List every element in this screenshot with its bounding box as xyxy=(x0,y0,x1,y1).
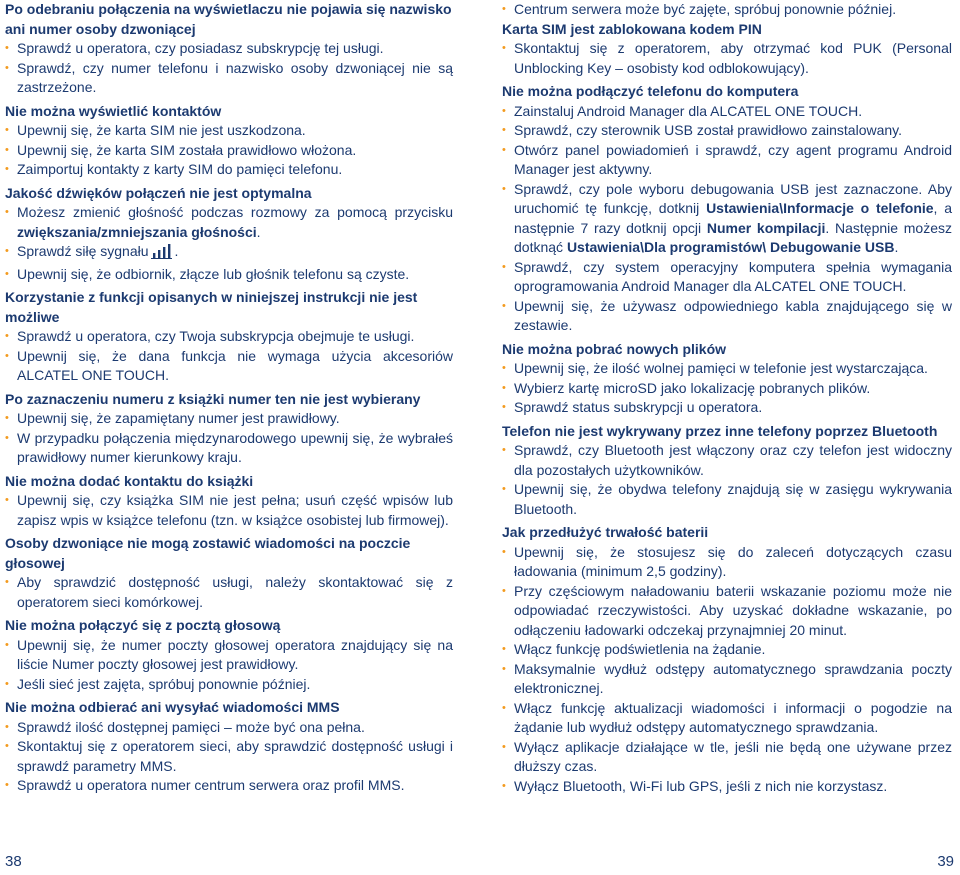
list-item: • Zaimportuj kontakty z karty SIM do pamięci telefonu. xyxy=(5,160,453,180)
section-sound-quality xyxy=(5,184,453,285)
page-number-right: 39 xyxy=(937,852,954,870)
section-heading: Nie można połączyć się z pocztą głosową xyxy=(5,617,281,633)
section-sim-pin xyxy=(502,20,952,79)
list-item: • Aby sprawdzić dostępność usługi, należy skontaktować się z operatorem sieci komórkowej. xyxy=(5,573,453,612)
list-item: • Upewnij się, że dana funkcja nie wymaga użycia akcesoriów ALCATEL ONE TOUCH. xyxy=(5,347,453,386)
list-item: • Upewnij się, że obydwa telefony znajdują się w zasięgu wykrywania Bluetooth. xyxy=(502,480,952,519)
list-item: • Włącz funkcję aktualizacji wiadomości i informacji o pogodzie na żądanie lub wydłuż odstępy automatycznego sprawdzania. xyxy=(502,699,952,738)
list-item xyxy=(5,242,453,265)
item-text: . xyxy=(894,239,899,255)
list-item: • Upewnij się, że numer poczty głosowej operatora znajdujący się na liście Numer poczty głosowej jest prawidłowy. xyxy=(5,636,453,675)
item-list xyxy=(5,327,453,386)
volume-keys-label: zwiększania/zmniejszania głośności xyxy=(17,223,257,240)
list-item: • Maksymalnie wydłuż odstępy automatycznego sprawdzania poczty elektronicznej. xyxy=(502,660,952,699)
list-item: • Sprawdź u operatora numer centrum serwera oraz profil MMS. xyxy=(5,776,453,796)
section-heading: Karta SIM jest zablokowana kodem PIN xyxy=(502,20,762,37)
section-voicemail-leave xyxy=(5,534,453,612)
list-item: • Upewnij się, że karta SIM nie jest uszkodzona. xyxy=(5,121,453,141)
section-heading: Osoby dzwoniące nie mogą zostawić wiadomości na poczcie głosowej xyxy=(5,535,411,571)
section-dialing xyxy=(5,390,453,468)
section-add-contact xyxy=(5,472,453,531)
item-list xyxy=(502,441,952,519)
list-item: • Upewnij się, że stosujesz się do zaleceń dotyczących czasu ładowania (minimum 2,5 godziny). xyxy=(502,543,952,582)
list-item: • Włącz funkcję podświetlenia na żądanie. xyxy=(502,640,952,660)
item-list xyxy=(5,409,453,468)
list-item: • Sprawdź, czy sterownik USB został prawidłowo zainstalowany. xyxy=(502,121,952,141)
list-item: • Otwórz panel powiadomień i sprawdź, czy agent programu Android Manager jest aktywny. xyxy=(502,141,952,180)
section-pc-connection xyxy=(502,82,952,336)
section-heading: Jak przedłużyć trwałość baterii xyxy=(502,524,709,540)
item-list xyxy=(502,359,952,418)
list-item: • Przy częściowym naładowaniu baterii wskazanie poziomu może nie odpowiadać rzeczywistości. Aby uzyskać dokładne wskazanie, po odłączeniu ładowarki odczekaj przynajmniej 20 minut. xyxy=(502,582,952,641)
list-item: • Upewnij się, że zapamiętany numer jest prawidłowy. xyxy=(5,409,453,429)
item-list xyxy=(5,121,453,180)
signal-strength-icon xyxy=(151,243,173,265)
list-item: • Sprawdź, czy system operacyjny komputera spełnia wymagania oprogramowania Android Manager dla ALCATEL ONE TOUCH. xyxy=(502,258,952,297)
item-text: . xyxy=(174,243,179,259)
list-item: • Sprawdź ilość dostępnej pamięci – może być ona pełna. xyxy=(5,718,453,738)
item-list xyxy=(5,636,453,695)
list-item: • Centrum serwera może być zajęte, spróbuj ponownie później. xyxy=(502,0,952,20)
section-bluetooth xyxy=(502,422,952,520)
item-list xyxy=(5,491,453,530)
item-list xyxy=(502,39,952,78)
item-list xyxy=(5,718,453,796)
list-item: • Jeśli sieć jest zajęta, spróbuj ponownie później. xyxy=(5,675,453,695)
section-heading: Nie można wyświetlić kontaktów xyxy=(5,102,222,119)
list-item: • W przypadku połączenia międzynarodowego upewnij się, że wybrałeś prawidłowy numer kierunkowy kraju. xyxy=(5,429,453,468)
list-item: • Upewnij się, że odbiornik, złącze lub głośnik telefonu są czyste. xyxy=(5,265,453,285)
section-heading: Nie można dodać kontaktu do książki xyxy=(5,472,254,489)
section-heading: Jakość dźwięków połączeń nie jest optymalna xyxy=(5,184,312,201)
section-downloads xyxy=(502,340,952,418)
item-list xyxy=(5,573,453,612)
list-item: • Upewnij się, że ilość wolnej pamięci w telefonie jest wystarczająca. xyxy=(502,359,952,379)
build-number-label: Numer kompilacji xyxy=(706,219,826,236)
section-voicemail-connect xyxy=(5,616,453,694)
section-mms xyxy=(5,698,453,796)
item-text: . xyxy=(256,223,261,240)
section-heading: Po odebraniu połączenia na wyświetlaczu nie pojawia się nazwisko ani numer osoby dzwoniącej xyxy=(5,1,452,37)
section-heading: Nie można odbierać ani wysyłać wiadomości MMS xyxy=(5,699,340,715)
list-item xyxy=(5,203,453,242)
section-heading: Nie można podłączyć telefonu do komputera xyxy=(502,83,799,99)
list-item: • Skontaktuj się z operatorem sieci, aby sprawdzić dostępność usługi i sprawdź parametry MMS. xyxy=(5,737,453,776)
list-item: • Sprawdź u operatora, czy Twoja subskrypcja obejmuje te usługi. xyxy=(5,327,453,347)
section-caller-id xyxy=(5,0,453,98)
list-item: • Wybierz kartę microSD jako lokalizację pobranych plików. xyxy=(502,379,952,399)
section-heading: Telefon nie jest wykrywany przez inne telefony poprzez Bluetooth xyxy=(502,422,938,439)
right-column xyxy=(502,0,952,800)
item-text: Sprawdź siłę sygnału xyxy=(17,243,149,259)
list-item: • Upewnij się, czy książka SIM nie jest pełna; usuń część wpisów lub zapisz wpis w książce telefonu (tzn. w książce osobistej lub firmowej). xyxy=(5,491,453,530)
item-text: Możesz zmienić głośność podczas rozmowy za pomocą przycisku xyxy=(17,204,453,220)
section-battery xyxy=(502,523,952,796)
page-number-left: 38 xyxy=(5,852,22,870)
list-item: • Wyłącz Bluetooth, Wi-Fi lub GPS, jeśli z nich nie korzystasz. xyxy=(502,777,952,797)
settings-path: Ustawienia\Informacje o telefonie xyxy=(706,200,934,216)
list-item: • Zainstaluj Android Manager dla ALCATEL ONE TOUCH. xyxy=(502,102,952,122)
section-contacts xyxy=(5,102,453,180)
list-item: • Sprawdź u operatora, czy posiadasz subskrypcję tej usługi. xyxy=(5,39,453,59)
list-item: • Sprawdź, czy Bluetooth jest włączony oraz czy telefon jest widoczny dla pozostałych użytkowników. xyxy=(502,441,952,480)
item-list xyxy=(5,203,453,284)
developer-options-path: Ustawienia\Dla programistów\ Debugowanie USB xyxy=(566,239,895,255)
section-heading: Po zaznaczeniu numeru z książki numer ten nie jest wybierany xyxy=(5,390,421,407)
item-text: . Następnie możesz dotknąć xyxy=(514,219,953,255)
item-list xyxy=(502,0,952,20)
list-item xyxy=(502,180,952,258)
list-item: • Sprawdź status subskrypcji u operatora. xyxy=(502,398,952,418)
left-column xyxy=(5,0,453,800)
section-heading: Korzystanie z funkcji opisanych w niniejszej instrukcji nie jest możliwe xyxy=(5,289,418,325)
section-features xyxy=(5,288,453,386)
item-list xyxy=(5,39,453,98)
list-item: • Upewnij się, że karta SIM została prawidłowo włożona. xyxy=(5,141,453,161)
section-heading: Nie można pobrać nowych plików xyxy=(502,340,727,357)
item-text: , a następnie 7 razy dotknij opcji xyxy=(514,200,952,236)
item-list xyxy=(502,102,952,336)
item-list xyxy=(502,543,952,797)
list-item: • Sprawdź, czy numer telefonu i nazwisko osoby dzwoniącej nie są zastrzeżone. xyxy=(5,59,453,98)
list-item: • Wyłącz aplikacje działające w tle, jeśli nie będą one używane przez dłuższy czas. xyxy=(502,738,952,777)
list-item: • Skontaktuj się z operatorem, aby otrzymać kod PUK (Personal Unblocking Key – osobisty kod odblokowujący). xyxy=(502,39,952,78)
item-text: Sprawdź, czy pole wyboru debugowania USB jest zaznaczone. Aby uruchomić tę funkcję, dotknij xyxy=(514,180,952,216)
list-item: • Upewnij się, że używasz odpowiedniego kabla znajdującego się w zestawie. xyxy=(502,297,952,336)
